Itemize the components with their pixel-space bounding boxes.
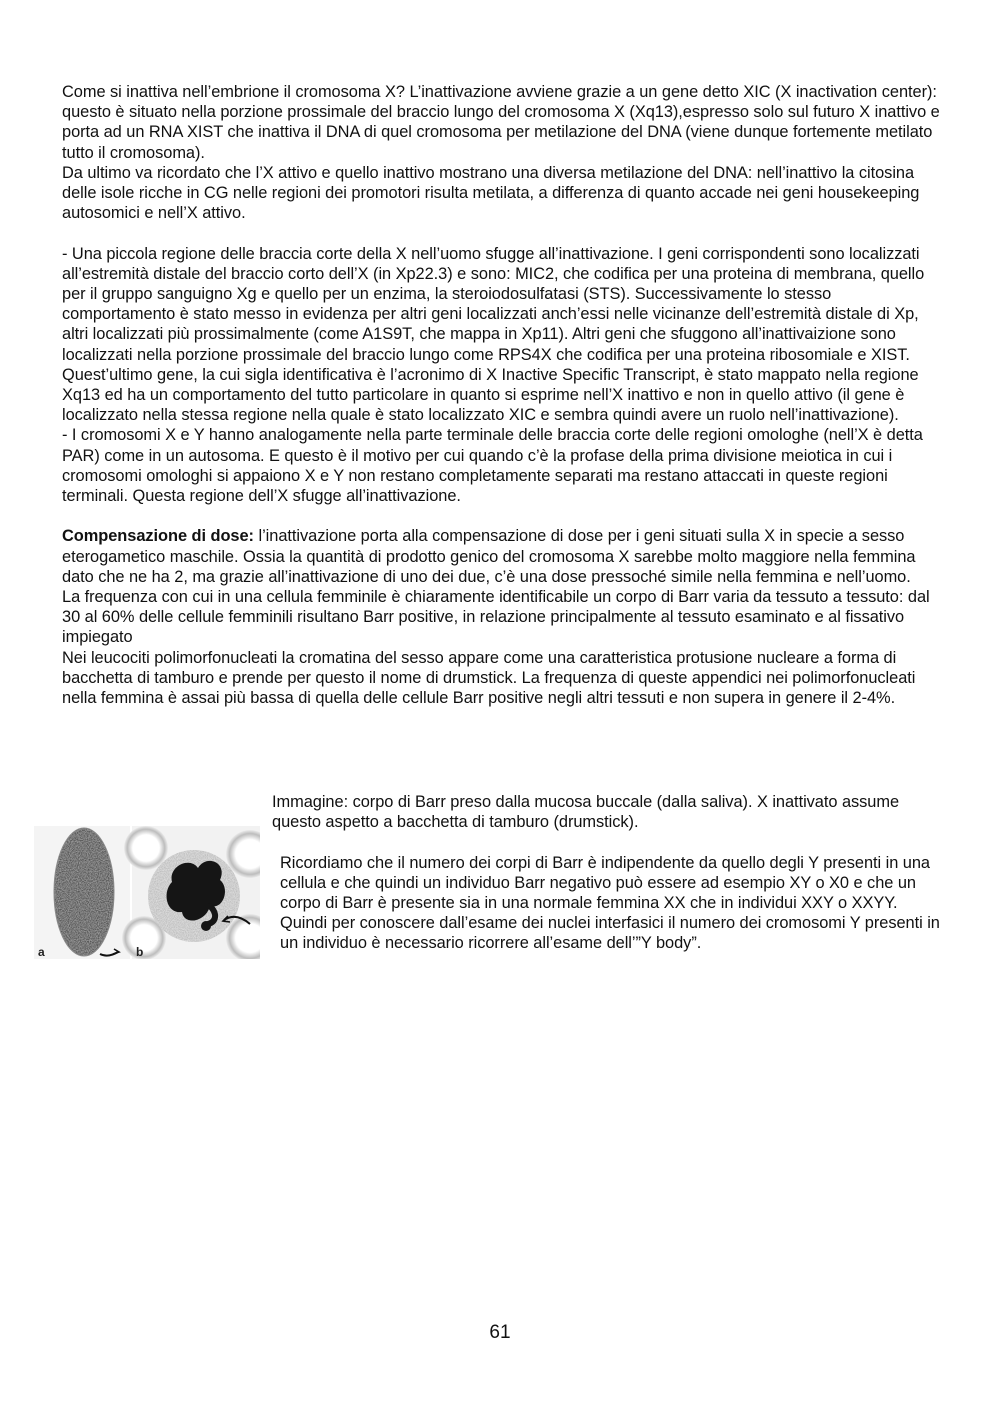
figure-caption — [272, 792, 940, 832]
panel-a-label: a — [38, 945, 45, 959]
paragraph-barr-frequency: La frequenza con cui in una cellula femminile è chiaramente identificabile un corpo di Barr varia da tessuto a tessuto: dal 30 al 60% delle cellule femminili risultano Barr positive, in relazione principalmente al tessuto esaminato e al fissativo impiegato — [62, 588, 930, 647]
figure-caption-text: Immagine: corpo di Barr preso dalla mucosa buccale (dalla saliva). X inattivato assume questo aspetto a bacchetta di tamburo (drumstick). — [272, 793, 900, 832]
paragraph-y-body: Ricordiamo che il numero dei corpi di Barr è indipendente da quello degli Y presenti in una cellula e che quindi un individuo Barr negativo può essere ad esempio XY o X0 e che un corpo di Barr è presente sia in una normale femmina XX che in individui XXY o XXYY. Quindi per conoscere dall’esame dei nuclei interfasici il numero dei cromosomi Y presenti in un individuo è necessario ricorrere all’esame dell’”Y body”. — [280, 853, 940, 953]
paragraph-escape-genes: - Una piccola regione delle braccia corte della X nell’uomo sfugge all’inattivazione. I geni corrispondenti sono localizzati all’estremità distale del braccio corto dell’X (in Xp22.3) e sono: MIC2, che codifica per una proteina di membrana, quello per il gruppo sanguigno Xg e quello per un enzima, la steroiodosulfatasi (STS). Successivamente lo stesso comportamento è stato messo in evidenza per altri geni localizzati anch’essi nelle vicinanze dell’estremità distale di Xp, altri localizzati più prossimalmente (come A1S9T, che mappa in Xp11). Altri geni che sfuggono all’inattivaizione sono localizzati nella porzione prossimale del braccio lungo come RPS4X che codifica per una proteina ribosomiale e XIST. Quest’ultimo gene, la cui sigla identificativa è l’acronimo di X Inactive Specific Transcript, è stato mappato nella regione Xq13 ed ha un comportamento del tutto particolare in quanto si esprime nell’X inattivo e non in quello attivo (il gene è localizzato nella stessa regione nella quale è stato localizzato XIC e sembra quindi avere un ruolo nell’inattivazione). — [62, 244, 925, 425]
figure-caption-block — [272, 792, 940, 954]
paragraph-drumstick: Nei leucociti polimorfonucleati la cromatina del sesso appare come una caratteristica protusione nucleare a forma di bacchetta di tamburo e prende per questo il nome di drumstick. La frequenza di queste appendici nei polimorfonucleati nella femmina è assai più bassa di quella delle cellule Barr positive negli altri tessuti e non supera in genere il 2-4%. — [62, 648, 916, 708]
paragraph-par-region: - I cromosomi X e Y hanno analogamente nella parte terminale delle braccia corte delle regioni omologhe (nell’X è detta PAR) come in un autosoma. E questo è il motivo per cui quando c’è la profase della prima divisione meiotica in cui i cromosomi omologhi si appaiono X e Y non restano completamente separati ma restano attaccati in queste regioni terminali. Questa regione dell’X sfugge all’inattivazione. — [62, 426, 923, 506]
page-number: 61 — [489, 1322, 511, 1343]
panel-b-leukocyte — [122, 826, 260, 959]
paragraph-dose-compensation — [62, 526, 942, 587]
barr-body-figure — [34, 826, 260, 959]
panel-b-label: b — [136, 945, 144, 959]
dose-compensation-heading: Compensazione di dose: — [62, 527, 254, 546]
paragraph-methylation: Da ultimo va ricordato che l’X attivo e quello inattivo mostrano una diversa metilazione del DNA: nell’inattivo la citosina delle isole ricche in CG nelle regioni dei promotori risulta metilata, a differenza di quanto accade nei geni housekeeping autosomici e nell’X attivo. — [62, 163, 920, 223]
panel-a-nucleus — [34, 826, 130, 959]
main-text — [62, 82, 942, 708]
paragraph-xic: Come si inattiva nell’embrione il cromosoma X? L’inattivazione avviene grazie a un gene detto XIC (X inactivation center): questo è situato nella porzione prossimale del braccio lungo del cromosoma X (Xq13),espresso solo sul futuro X inattivo e porta ad un RNA XIST che inattiva il DNA di quel cromosoma per metilazione del DNA (viene dunque fortemente metilato tutto il cromosoma). — [62, 83, 940, 162]
dose-compensation-text: l’inattivazione porta alla compensazione di dose per i geni situati sulla X in specie a sesso eterogametico maschile. Ossia la quantità di prodotto genico del cromosoma X sarebbe molto maggiore nella femmina dato che ne ha 2, ma grazie all’inattivazione di uno dei due, c’è una dose pressoché simile nella femmina e nell’uomo. — [62, 527, 916, 586]
